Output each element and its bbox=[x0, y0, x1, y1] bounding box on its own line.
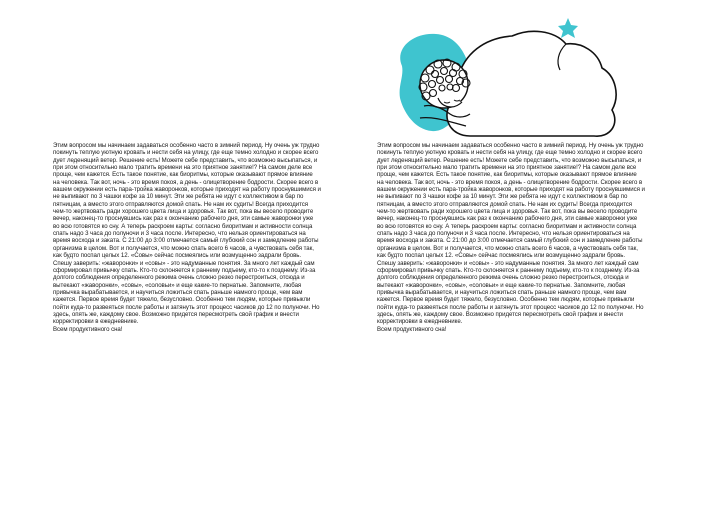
star-icon bbox=[558, 18, 578, 38]
article-paragraph: Этим вопросом мы начинаем задаваться особенно часто в зимний период. Ну очень уж трудно покинуть теплую уютную кровать и нести себя на улицу, где еще темно холодно и скорее всего дует леденящий ветер. Решение есть! Можете себе представить, что возможно высыпаться, и при этом относительно мало тратить времени на это приятное занятие!? На самом деле все проще, чем кажется. Есть такое понятие, как биоритмы, которые оказывают прямое влияние на человека. Так вот, ночь - это время покоя, а день - олицетворение бодрости. Скорее всего в вашем окружении есть пара-тройка жаворонков, которые приходят на работу проснувшимися и не выпивают по 3 чашки кофе за 10 минут. Эти же ребята не идут с коллективом в бар по пятницам, а вместо этого отправляются домой спать. Не нам их судить! Всегда приходится чем-то жертвовать ради хорошего цвета лица и здоровья. Так вот, пока вы весело проводите вечер, наконец-то проснувшись как раз к окончанию рабочего дня, эти самые жаворонки уже во всю готовятся ко сну. А теперь раскроем карты: согласно биоритмам и активности солнца спать надо 3 часа до полуночи и 3 часа после. Интересно, что нельзя ориентироваться на время восхода и заката. С 21:00 до 3:00 отмечается самый глубокий сон и замедление работы организма в целом. Вот и получается, что можно спать всего 6 часов, а чувствовать себя так, как будто поспал целых 12. «Совы» сейчас посмеялись или возмущенно задрали бровь. Спешу заверить: «жаворонки» и «совы» - это надуманные понятия. За много лет каждый сам сформировал привычку спать. Кто-то склоняется к раннему подъему, кто-то к позднему. Из-за долгого соблюдения определенного режима очень сложно резко перестроиться, отсюда и вытекают «жаворонки», «совы», «соловьи» и еще какие-то пернатые. Запомните, любая привычка вырабатывается, и научиться ложиться спать раньше намного проще, чем вам кажется. Первое время будет тяжело, безусловно. Особенно тем людям, которые привыкли пойти куда-то развеяться после работы и затянуть этот процесс часиков до 12 по полуночи. Но здесь, опять же, каждому свое. Возможно придется пересмотреть свой график и внести корректировки в ежедневнике. bbox=[53, 142, 321, 326]
article-closing: Всем продуктивного сна! bbox=[377, 325, 447, 333]
article-text-left bbox=[53, 142, 321, 333]
sleeping-child-illustration bbox=[380, 18, 620, 143]
article-paragraph: Этим вопросом мы начинаем задаваться особенно часто в зимний период. Ну очень уж трудно покинуть теплую уютную кровать и нести себя на улицу, где еще темно холодно и скорее всего дует леденящий ветер. Решение есть! Можете себе представить, что возможно высыпаться, и при этом относительно мало тратить времени на это приятное занятие!? На самом деле все проще, чем кажется. Есть такое понятие, как биоритмы, которые оказывают прямое влияние на человека. Так вот, ночь - это время покоя, а день - олицетворение бодрости. Скорее всего в вашем окружении есть пара-тройка жаворонков, которые приходят на работу проснувшимися и не выпивают по 3 чашки кофе за 10 минут. Эти же ребята не идут с коллективом в бар по пятницам, а вместо этого отправляются домой спать. Не нам их судить! Всегда приходится чем-то жертвовать ради хорошего цвета лица и здоровья. Так вот, пока вы весело проводите вечер, наконец-то проснувшись как раз к окончанию рабочего дня, эти самые жаворонки уже во всю готовятся ко сну. А теперь раскроем карты: согласно биоритмам и активности солнца спать надо 3 часа до полуночи и 3 часа после. Интересно, что нельзя ориентироваться на время восхода и заката. С 21:00 до 3:00 отмечается самый глубокий сон и замедление работы организма в целом. Вот и получается, что можно спать всего 6 часов, а чувствовать себя так, как будто поспал целых 12. «Совы» сейчас посмеялись или возмущенно задрали бровь. Спешу заверить: «жаворонки» и «совы» - это надуманные понятия. За много лет каждый сам сформировал привычку спать. Кто-то склоняется к раннему подъему, кто-то к позднему. Из-за долгого соблюдения определенного режима очень сложно резко перестроиться, отсюда и вытекают «жаворонки», «совы», «соловьи» и еще какие-то пернатые. Запомните, любая привычка вырабатывается, и научиться ложиться спать раньше намного проще, чем вам кажется. Первое время будет тяжело, безусловно. Особенно тем людям, которые привыкли пойти куда-то развеяться после работы и затянуть этот процесс часиков до 12 по полуночи. Но здесь, опять же, каждому свое. Возможно придется пересмотреть свой график и внести корректировки в ежедневнике. bbox=[377, 142, 645, 326]
article-closing: Всем продуктивного сна! bbox=[53, 325, 123, 333]
article-text-right bbox=[377, 142, 645, 333]
cloud-pillow-shape bbox=[447, 31, 616, 136]
